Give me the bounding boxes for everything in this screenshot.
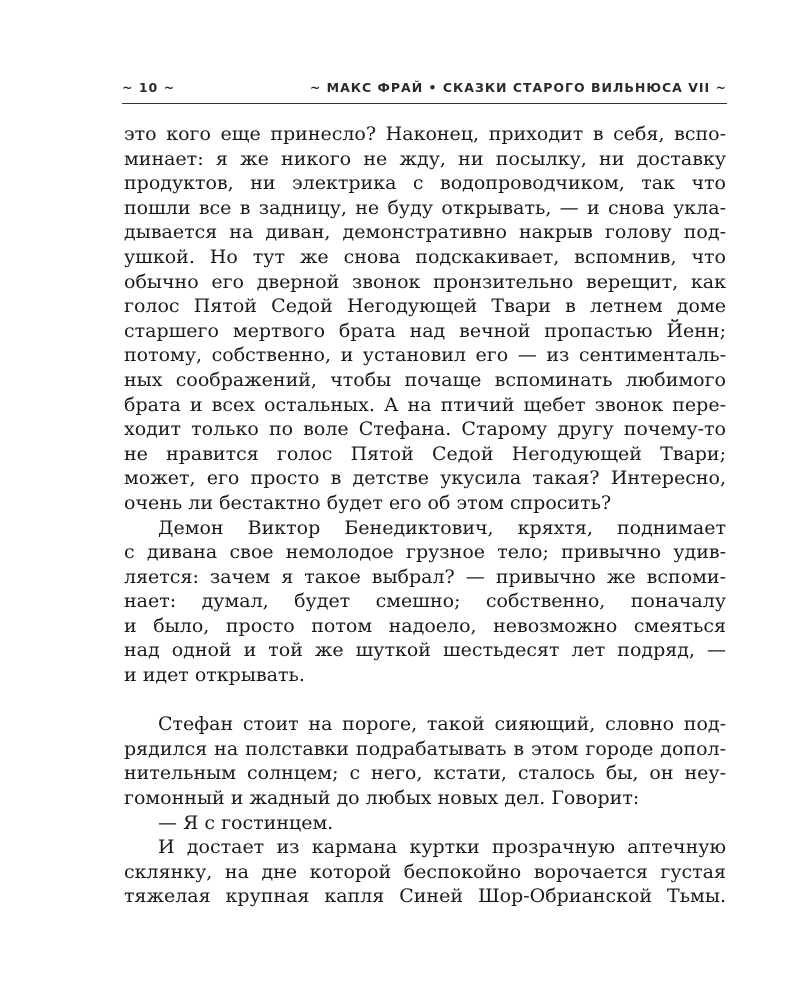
paragraph-line: ляется: зачем я такое выбрал? — привычно же вспоми- — [124, 565, 726, 588]
page-number: ~ 10 ~ — [122, 80, 176, 95]
paragraph-line: нительным солнцем; с него, кстати, сталось бы, он неу- — [124, 762, 726, 785]
section-break — [124, 688, 726, 713]
paragraph-line: может, его просто в детстве укусила такая? Интересно, — [124, 467, 726, 490]
paragraph-line: ных соображений, чтобы почаще вспоминать любимого — [124, 368, 726, 391]
paragraph-line: и было, просто потом надоело, невозможно смеяться — [124, 614, 726, 637]
paragraph-line: пошли все в задницу, не буду открывать, — и снова укла- — [124, 196, 726, 219]
paragraph-line: Демон Виктор Бенедиктович, кряхтя, поднимает — [158, 516, 726, 539]
paragraph-line: потому, собственно, и установил его — из сентименталь- — [124, 344, 726, 367]
paragraph-line: И достает из кармана куртки прозрачную аптечную — [158, 836, 726, 859]
paragraph-line: старшего мертвого брата над вечной пропастью Йенн; — [124, 319, 726, 342]
paragraph-line: гомонный и жадный до любых новых дел. Говорит: — [124, 787, 640, 810]
paragraph-line: склянку, на дне которой беспокойно ворочается густая — [124, 860, 726, 883]
running-title: ~ МАКС ФРАЙ • СКАЗКИ СТАРОГО ВИЛЬНЮСА VII ~ — [309, 80, 727, 95]
paragraph-line: рядился на полставки подрабатывать в этом городе допол- — [124, 737, 726, 760]
paragraph-line: не нравится голос Пятой Седой Негодующей Твари; — [124, 442, 726, 465]
running-head — [122, 80, 727, 102]
paragraph-line: продуктов, ни электрика с водопроводчиком, так что — [124, 172, 726, 195]
paragraph-line: ушкой. Но тут же снова подскакивает, вспомнив, что — [124, 245, 726, 268]
dialogue-line: — Я с гостинцем. — [158, 811, 334, 834]
paragraph-line: Стефан стоит на пороге, такой сияющий, словно под- — [158, 713, 726, 736]
paragraph-line: это кого еще принесло? Наконец, приходит в себя, вспо- — [124, 123, 726, 145]
body-text — [124, 122, 726, 909]
paragraph-line: брата и всех остальных. А на птичий щебет звонок пере- — [124, 393, 726, 416]
paragraph-line: и идет открывать. — [124, 664, 305, 687]
paragraph-line: с дивана свое немолодое грузное тело; привычно удив- — [124, 541, 726, 564]
paragraph-line: обычно его дверной звонок пронзительно верещит, как — [124, 270, 726, 293]
paragraph-line: дывается на диван, демонстративно накрыв голову под- — [124, 221, 726, 244]
paragraph-line: ходит только по воле Стефана. Старому другу почему-то — [124, 418, 726, 441]
paragraph-line: очень ли бестактно будет его об этом спросить? — [124, 491, 612, 514]
paragraph-line: нает: думал, будет смешно; собственно, поначалу — [124, 590, 726, 613]
header-rule — [122, 103, 727, 104]
paragraph-line: тяжелая крупная капля Синей Шор-Обрианской Тьмы. — [124, 885, 726, 908]
paragraph-line: голос Пятой Седой Негодующей Твари в летнем доме — [124, 295, 726, 318]
paragraph-line: минает: я же никого не жду, ни посылку, ни доставку — [124, 147, 726, 170]
paragraph-line: над одной и той же шуткой шестьдесят лет подряд, — — [124, 639, 726, 662]
